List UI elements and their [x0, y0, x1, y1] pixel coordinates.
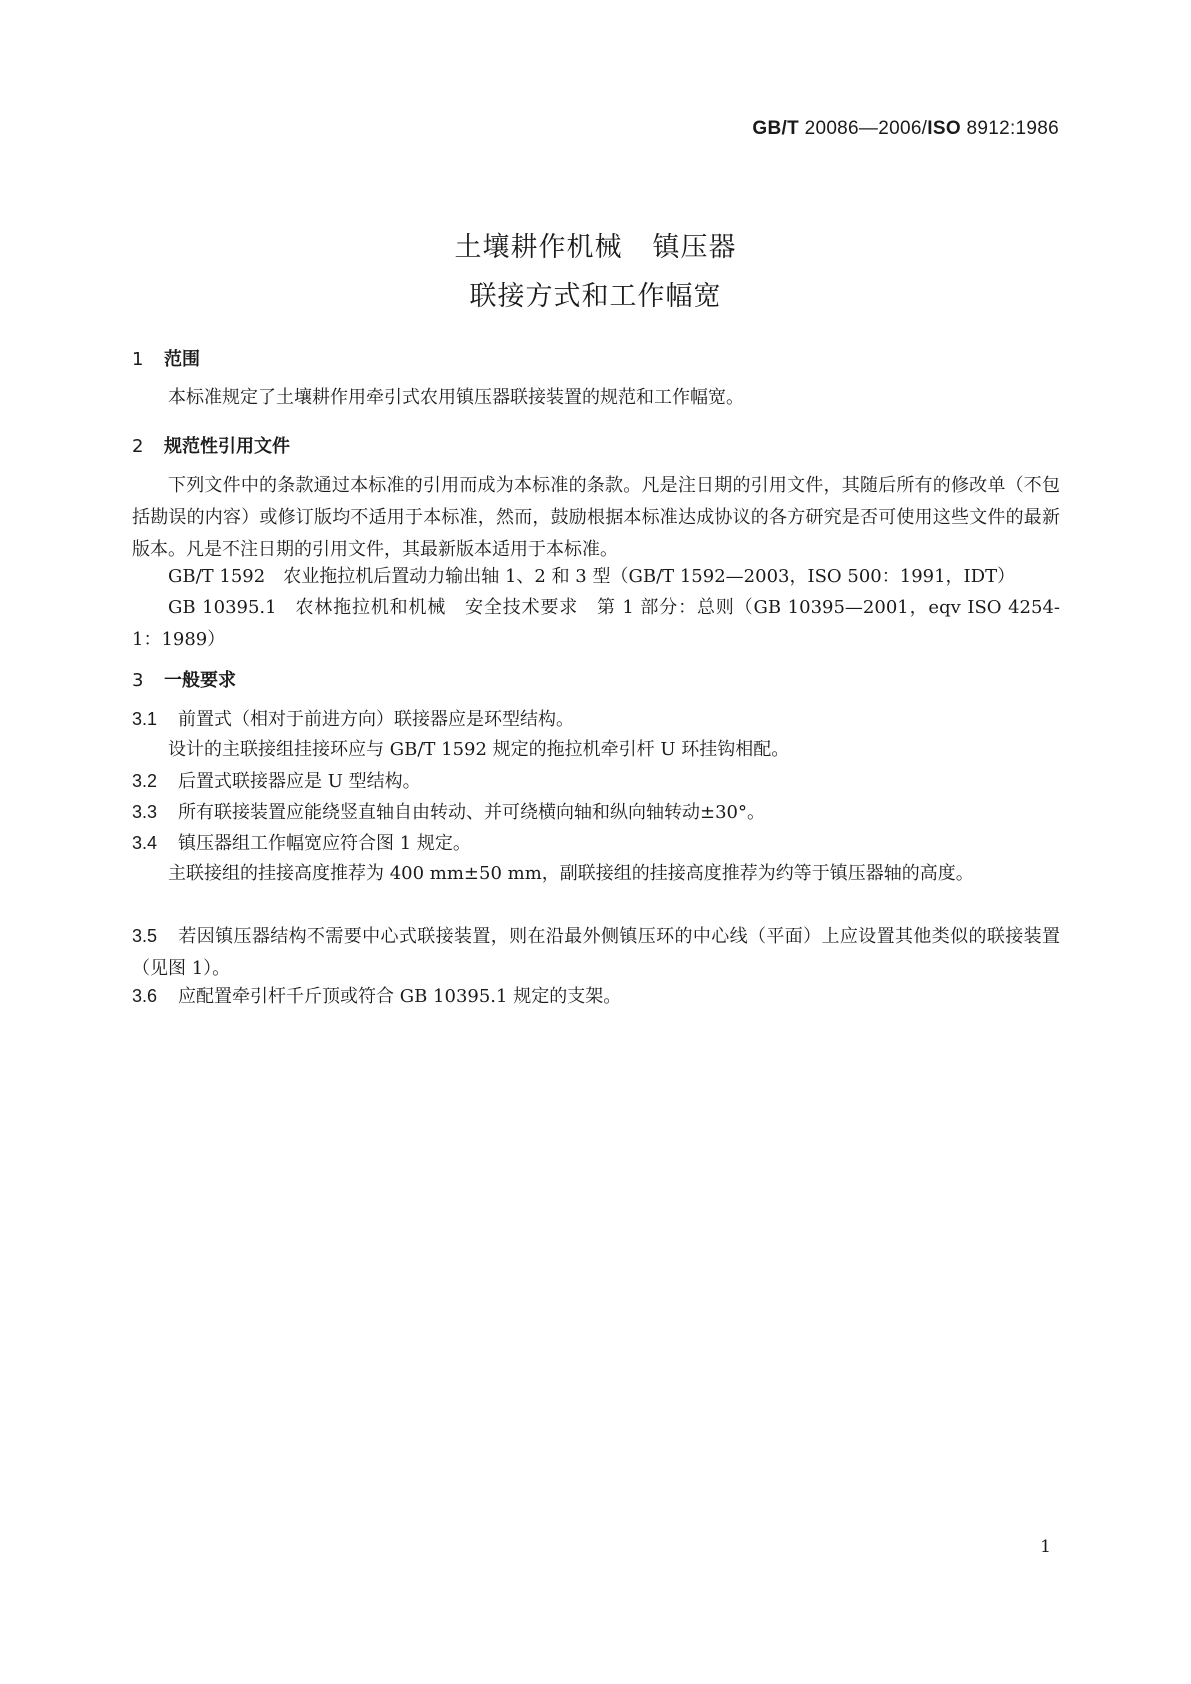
section-number: 3 [132, 670, 144, 691]
section-title: 一般要求 [164, 670, 236, 691]
section-title: 规范性引用文件 [164, 436, 290, 457]
reference-text: 农林拖拉机和机械 安全技术要求 第 1 部分：总则（GB 10395—2001，eqv ISO 4254-1：1989） [132, 597, 1060, 650]
clause-text: 镇压器组工作幅宽应符合图 1 规定。 [178, 833, 471, 854]
section-heading-general-requirements [132, 666, 236, 692]
document-title-line2: 联接方式和工作幅宽 [469, 281, 722, 312]
standard-number [752, 118, 1059, 140]
clause-3-2 [132, 765, 1060, 798]
title-part2: 镇压器 [652, 232, 737, 263]
section-heading-normative-references [132, 432, 290, 458]
reference-item-2 [132, 592, 1060, 656]
clause-number: 3.5 [132, 926, 158, 946]
standard-prefix: GB/T [752, 118, 799, 139]
scope-paragraph: 本标准规定了土壤耕作用牵引式农用镇压器联接装置的规范和工作幅宽。 [168, 387, 744, 408]
clause-3-1 [132, 703, 1060, 736]
clause-number: 3.6 [132, 986, 158, 1006]
reference-text: 农业拖拉机后置动力输出轴 1、2 和 3 型（GB/T 1592—2003，ISO 500：1991，IDT） [283, 566, 1016, 587]
iso-code: 8912:1986 [960, 118, 1059, 139]
clause-number: 3.3 [132, 802, 158, 822]
clause-3-3 [132, 796, 1060, 829]
clause-text: 若因镇压器结构不需要中心式联接装置，则在沿最外侧镇压环的中心线（平面）上应设置其他类似的联接装置（见图 1）。 [132, 926, 1060, 979]
clause-text: 后置式联接器应是 U 型结构。 [178, 771, 421, 792]
section-title: 范围 [164, 349, 200, 370]
document-title-line1 [0, 225, 1191, 264]
clause-number: 3.4 [132, 833, 158, 853]
standard-code: 20086—2006/ [799, 118, 928, 139]
clause-number: 3.2 [132, 771, 158, 791]
clause-3-1-paragraph: 设计的主联接组挂接环应与 GB/T 1592 规定的拖拉机牵引杆 U 环挂钩相配。 [168, 739, 790, 760]
clause-3-4 [132, 827, 1060, 860]
reference-code: GB/T 1592 [168, 566, 266, 587]
clause-text: 前置式（相对于前进方向）联接器应是环型结构。 [178, 709, 574, 730]
section-heading-scope [132, 345, 200, 371]
reference-code: GB 10395.1 [168, 597, 277, 618]
section-number: 1 [132, 349, 144, 370]
references-paragraph: 下列文件中的条款通过本标准的引用而成为本标准的条款。凡是注日期的引用文件，其随后所有的修改单（不包括勘误的内容）或修订版均不适用于本标准，然而，鼓励根据本标准达成协议的各方研究是否可使用这些文件的最新版本。凡是不注日期的引用文件，其最新版本适用于本标准。 [132, 475, 1060, 560]
clause-number: 3.1 [132, 709, 158, 729]
clause-3-5 [132, 920, 1060, 985]
clause-text: 应配置牵引杆千斤顶或符合 GB 10395.1 规定的支架。 [178, 986, 622, 1007]
clause-text: 所有联接装置应能绕竖直轴自由转动、并可绕横向轴和纵向轴转动±30°。 [178, 802, 765, 823]
clause-3-4-paragraph: 主联接组的挂接高度推荐为 400 mm±50 mm，副联接组的挂接高度推荐为约等于镇压器轴的高度。 [168, 863, 974, 884]
page-number: 1 [1040, 1537, 1051, 1557]
title-part1: 土壤耕作机械 [454, 232, 623, 263]
reference-item-1 [132, 561, 1060, 593]
iso-prefix: ISO [927, 118, 961, 139]
clause-3-6 [132, 980, 1060, 1013]
section-number: 2 [132, 436, 144, 457]
